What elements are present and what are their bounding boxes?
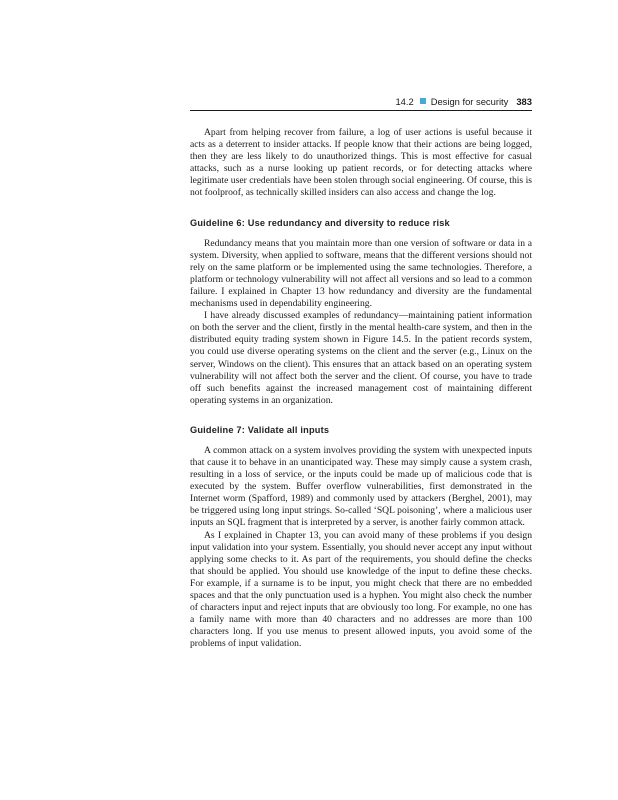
square-bullet-icon: [420, 98, 426, 104]
paragraph-log-deterrent: Apart from helping recover from failure, a log of user actions is useful because it acts as a deterrent to insider attacks. If people know that their actions are being logged, then they are less likely to do unauthorized things. This is most effective for casual attacks, such as a nurse looking up patient records, or for detecting attacks where legitimate user credentials have been stolen through social engineering. Of course, this is not foolproof, as technically skilled insiders can also access and change the log.: [190, 127, 532, 199]
running-header: [190, 96, 532, 111]
section-title: Design for security: [430, 96, 509, 107]
paragraph-redundancy-examples: I have already discussed examples of redundancy—maintaining patient information on both the server and the client, firstly in the mental health-care system, and then in the distributed equity trading system shown in Figure 14.5. In the patient records system, you could use diverse operating systems on the client and the server (e.g., Linux on the server, Windows on the client). This ensures that an attack based on an operating system vulnerability will not affect both the server and the client. Of course, you have to trade off such benefits against the increased management cost of maintaining different operating systems in an organization.: [190, 310, 532, 406]
page-number: 383: [516, 96, 532, 107]
paragraph-redundancy-definition: Redundancy means that you maintain more than one version of software or data in a system. Diversity, when applied to software, means that the different versions should not rely on the same platform or be implemented using the same technologies. Therefore, a platform or technology vulnerability will not affect all versions and so lead to a common failure. I explained in Chapter 13 how redundancy and diversity are the fundamental mechanisms used in dependability engineering.: [190, 237, 532, 310]
section-number: 14.2: [395, 96, 414, 107]
page-body: [190, 127, 532, 650]
guideline-6-heading: Guideline 6: Use redundancy and diversity to reduce risk: [190, 217, 450, 228]
paragraph-input-attacks: A common attack on a system involves providing the system with unexpected inputs that cause it to behave in an unanticipated way. These may simply cause a system crash, resulting in a loss of service, or the inputs could be made up of malicious code that is executed by the system. Buffer overflow vulnerabilities, first demonstrated in the Internet worm (Spafford, 1989) and commonly used by attackers (Berghel, 2001), may be triggered using long input strings. So-called ‘SQL poisoning’, where a malicious user inputs an SQL fragment that is interpreted by a server, is another fairly common attack.: [190, 444, 532, 529]
paragraph-input-validation: As I explained in Chapter 13, you can avoid many of these problems if you design input validation into your system. Essentially, you should never accept any input without applying some checks to it. As part of the requirements, you should define the checks that should be applied. You should use knowledge of the input to define these checks. For example, if a surname is to be input, you might check that there are no embedded spaces and that the only punctuation used is a hyphen. You might also check the number of characters input and reject inputs that are obviously too long. For example, no one has a family name with more than 40 characters and no addresses are more than 100 characters long. If you use menus to present allowed inputs, you avoid some of the problems of input validation.: [190, 529, 532, 650]
guideline-7-heading: Guideline 7: Validate all inputs: [190, 424, 330, 435]
